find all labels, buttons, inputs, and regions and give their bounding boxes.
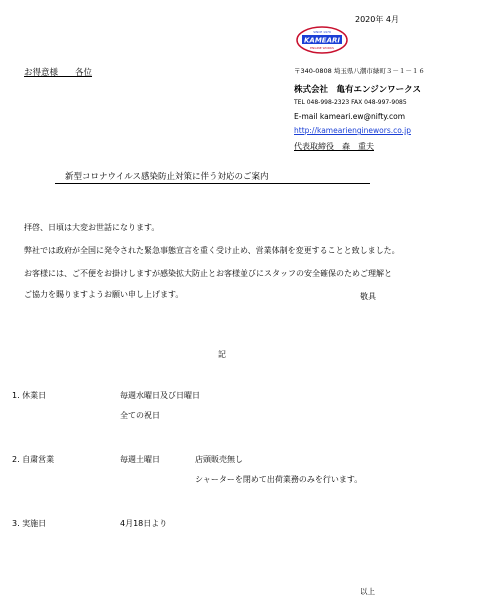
item-detail-reduced-hours-2: シャーターを閉めて出荷業務のみを行います。 <box>195 475 363 484</box>
item-value-holidays-2: 全ての祝日 <box>120 411 160 420</box>
company-name: 株式会社 亀有エンジンワークス <box>294 85 421 95</box>
company-phone: TEL 048-998-2323 FAX 048-997-9085 <box>294 99 407 106</box>
closing-ijou: 以上 <box>360 587 375 596</box>
body-line: お客様には、ご不便をお掛けしますが感染拡大防止とお客様並びにスタッフの安全確保のためご理解と <box>24 269 392 278</box>
item-value-holidays: 毎週水曜日及び日曜日 <box>120 391 200 400</box>
closing-keigu: 敬具 <box>360 292 376 301</box>
item-label-start-date: 3. 実施日 <box>12 519 47 528</box>
item-label-reduced-hours: 2. 自粛営業 <box>12 455 55 464</box>
body-line: 弊社では政府が全国に発令された緊急事態宣言を重く受け止め、営業体制を変更することと致しました。 <box>24 246 400 255</box>
svg-text:SINCE 1979: SINCE 1979 <box>313 30 331 34</box>
notice-title: 新型コロナウイルス感染防止対策に伴う対応のご案内 <box>55 170 370 184</box>
item-label-holidays: 1. 休業日 <box>12 391 47 400</box>
item-detail-reduced-hours: 店頭販売無し <box>195 455 243 464</box>
svg-text:ENGINE WORKS: ENGINE WORKS <box>310 46 334 50</box>
item-value-start-date: 4月18日より <box>120 519 168 528</box>
document-date: 2020年 4月 <box>355 15 399 24</box>
greeting: お得意様 各位 <box>24 68 93 78</box>
body-line: ご協力を賜りますようお願い申し上げます。 <box>24 290 184 299</box>
item-value-reduced-hours: 毎週土曜日 <box>120 455 160 464</box>
company-email: E-mail kameari.ew@nifty.com <box>294 112 406 121</box>
company-address: 〒340-0808 埼玉県八潮市緑町３－１－１６ <box>294 67 425 75</box>
body-line: 拝啓、日頃は大変お世話になります。 <box>24 223 160 232</box>
svg-text:KAMEARI: KAMEARI <box>303 36 341 45</box>
ki-mark: 記 <box>218 350 226 359</box>
representative: 代表取締役 森 重夫 <box>294 142 374 151</box>
company-website-link[interactable]: http://kamearienginewors.co.jp <box>294 126 411 135</box>
company-logo <box>296 26 348 54</box>
